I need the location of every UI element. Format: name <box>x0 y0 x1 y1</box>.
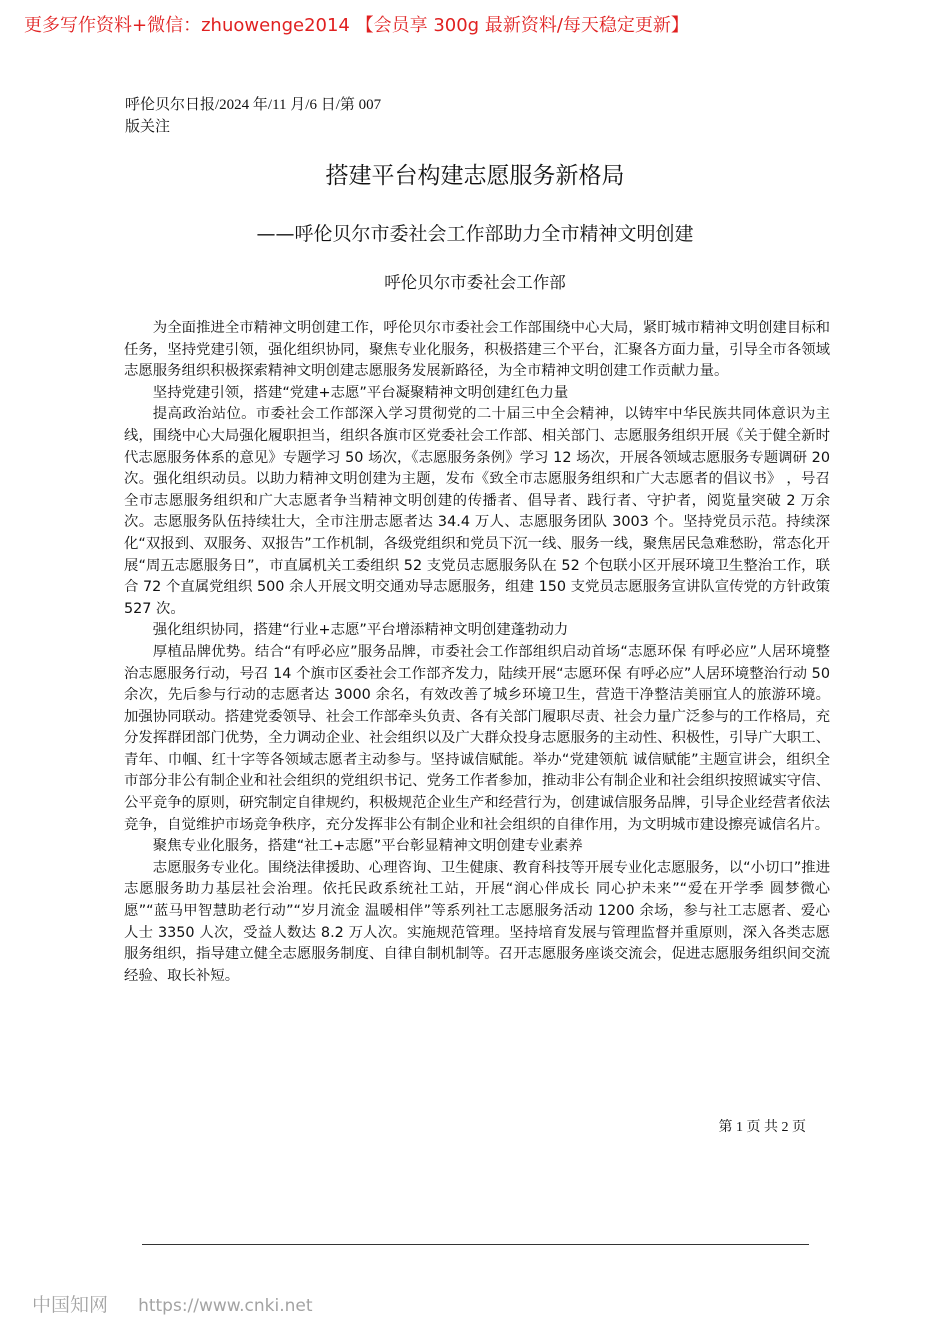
watermark-brand: 中国知网 <box>32 1294 109 1316</box>
cnki-watermark <box>32 1292 332 1319</box>
body-paragraph: 志愿服务专业化。围绕法律援助、心理咨询、卫生健康、教育科技等开展专业化志愿服务，以“小切口”推进志愿服务助力基层社会治理。依托民政系统社工站，开展“润心伴成长 同心护未来”“爱在开学季 圆梦微心愿”“蓝马甲智慧助老行动”“岁月流金 温暖相伴”等系列社工志愿服务活动 1200 余场，参与社工志愿者、爱心人士 3350 人次，受益人数达 8.2 万人次。实施规范管理。坚持培育发展与管理监督并重原则，深入各类志愿服务组织，指导建立健全志愿服务制度、自律自制机制等。召开志愿服务座谈交流会，促进志愿服务组织间交流经验、取长补短。 <box>124 859 830 984</box>
article-body <box>124 318 830 987</box>
body-paragraph: 提高政治站位。市委社会工作部深入学习贯彻党的二十届三中全会精神，以铸牢中华民族共同体意识为主线，围绕中心大局强化履职担当，组织各旗市区党委社会工作部、相关部门、志愿服务组织开展《关于健全新时代志愿服务体系的意见》专题学习 50 场次，《志愿服务条例》学习 12 场次，开展各领域志愿服务专题调研 20 次。强化组织动员。以助力精神文明创建为主题，发布《致全市志愿服务组织和广大志愿者的倡议书》 ，号召全市志愿服务组织和广大志愿者争当精神文明创建的传播者、倡导者、践行者、守护者，阅览量突破 2 万余次。志愿服务队伍持续壮大，全市注册志愿者达 34.4 万人、志愿服务团队 3003 个。坚持党员示范。持续深化“双报到、双服务、双报告”工作机制，各级党组织和党员下沉一线、服务一线，聚焦居民急难愁盼，常态化开展“周五志愿服务日”，市直属机关工委组织 52 支党员志愿服务队在 52 个包联小区开展环境卫生整治工作，联合 72 个直属党组织 500 余人开展文明交通劝导志愿服务，组建 150 支党员志愿服务宣讲队宣传党的方针政策 527 次。 <box>124 406 830 617</box>
intro-paragraph: 为全面推进全市精神文明创建工作，呼伦贝尔市委社会工作部围绕中心大局，紧盯城市精神文明创建目标和任务，坚持党建引领，强化组织协同，聚焦专业化服务，积极搭建三个平台，汇聚各方面力量，引导全市各领域志愿服务组织积极探索精神文明创建志愿服务发展新路径，为全市精神文明创建工作贡献力量。 <box>124 320 830 380</box>
article-title: 搭建平台构建志愿服务新格局 <box>325 163 625 189</box>
promo-banner: 更多写作资料+微信：zhuowenge2014 【会员享 300g 最新资料/每天稳定更新】 <box>24 15 689 36</box>
section-heading-industry: 强化组织协同，搭建“行业+志愿”平台增添精神文明创建蓬勃动力 <box>152 622 569 639</box>
source-line: 呼伦贝尔日报/2024 年/11 月/6 日/第 007 <box>125 97 382 113</box>
source-line-continued: 版关注 <box>125 119 171 135</box>
section-heading-social-work: 聚焦专业化服务，搭建“社工+志愿”平台彰显精神文明创建专业素养 <box>152 838 583 855</box>
footer-divider <box>142 1244 809 1245</box>
article-subtitle: ——呼伦贝尔市委社会工作部助力全市精神文明创建 <box>256 223 694 245</box>
watermark-url: https://www.cnki.net <box>138 1296 313 1316</box>
section-heading-party-building: 坚持党建引领，搭建“党建+志愿”平台凝聚精神文明创建红色力量 <box>152 384 569 401</box>
body-paragraph: 厚植品牌优势。结合“有呼必应”服务品牌，市委社会工作部组织启动首场“志愿环保 有呼必应”人居环境整治志愿服务行动，号召 14 个旗市区委社会工作部齐发力，陆续开展“志愿环保 有呼必应”人居环境整治行动 50 余次，先后参与行动的志愿者达 3000 余名，有效改善了城乡环境卫生，营造干净整洁美丽宜人的旅游环境。加强协同联动。搭建党委领导、社会工作部牵头负责、各有关部门履职尽责、社会力量广泛参与的工作格局，充分发挥群团部门优势，全力调动企业、社会组织以及广大群众投身志愿服务的主动性、积极性，引导广大职工、青年、巾帼、红十字等各领域志愿者主动参与。坚持诚信赋能。举办“党建领航 诚信赋能”主题宣讲会，组织全市部分非公有制企业和社会组织的党组织书记、党务工作者参加，推动非公有制企业和社会组织按照诚实守信、公平竞争的原则，研究制定自律规约，积极规范企业生产和经营行为，创建诚信服务品牌，引导企业经营者依法竞争，自觉维护市场竞争秩序，充分发挥非公有制企业和社会组织的自律作用，为文明城市建设擦亮诚信名片。 <box>124 643 830 833</box>
article-author: 呼伦贝尔市委社会工作部 <box>384 273 566 292</box>
page-number: 第 1 页 共 2 页 <box>718 1120 806 1135</box>
source-citation <box>125 94 545 138</box>
